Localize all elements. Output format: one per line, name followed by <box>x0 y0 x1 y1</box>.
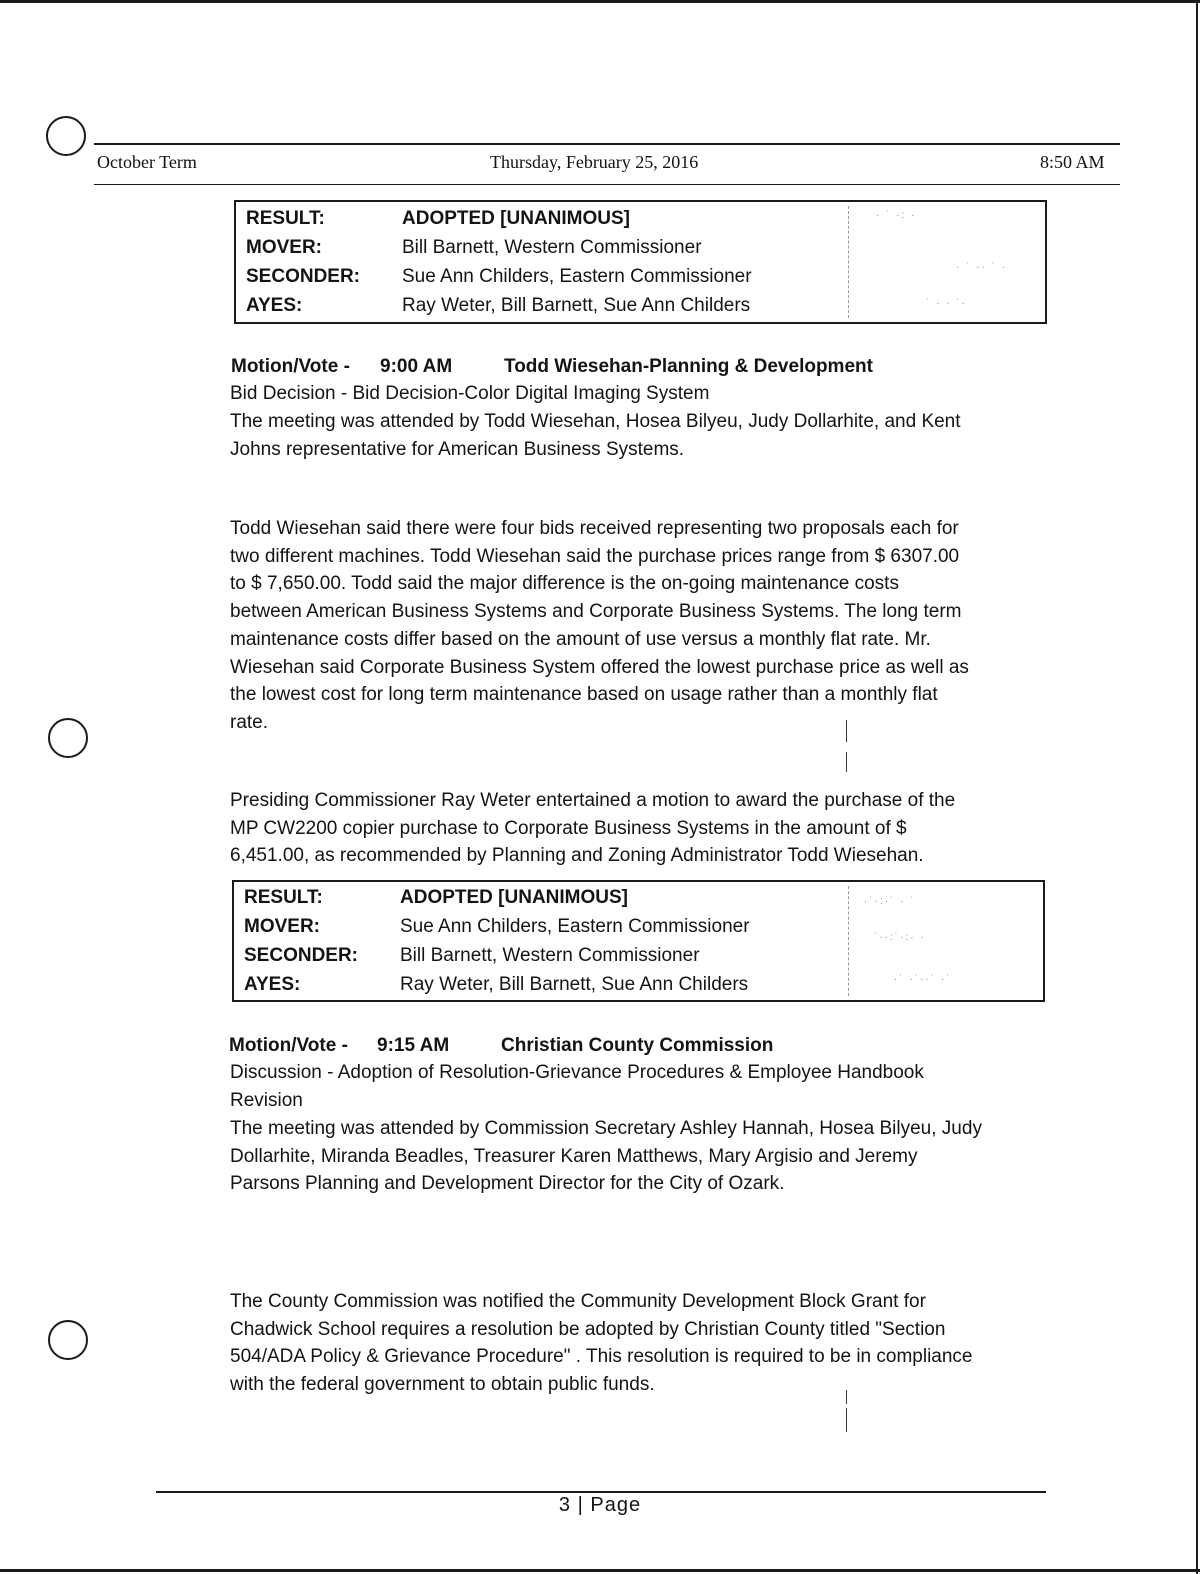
vote-box-divider <box>848 206 849 318</box>
margin-mark <box>846 1390 847 1404</box>
margin-mark <box>846 752 847 772</box>
paragraph-line: Todd Wiesehan said there were four bids received representing two proposals each for <box>230 518 959 539</box>
vote-label: MOVER: <box>246 237 322 258</box>
header-term: October Term <box>97 152 197 172</box>
paragraph-line: Presiding Commissioner Ray Weter entertained a motion to award the purchase of the <box>230 790 956 811</box>
motion-1-time: 9:00 AM <box>380 356 453 377</box>
vote-label: AYES: <box>244 974 301 995</box>
motion-1-paragraph-2 <box>230 787 1050 870</box>
motion-1-subject: Bid Decision - Bid Decision-Color Digital Imaging System <box>230 383 710 404</box>
motion-2-subject-line-2: Revision <box>230 1090 303 1111</box>
scan-noise: ˙ · · ˙· <box>926 298 967 309</box>
vote-label: MOVER: <box>244 916 320 937</box>
motion-1-attendance-line-1: The meeting was attended by Todd Wiesehan, Hosea Bilyeu, Judy Dollarhite, and Kent <box>230 411 961 432</box>
paragraph-line: Chadwick School requires a resolution be adopted by Christian County titled "Section <box>230 1318 946 1340</box>
vote-label: AYES: <box>246 295 303 316</box>
scan-bottom-edge <box>0 1569 1200 1572</box>
paragraph-line: Wiesehan said Corporate Business System offered the lowest purchase price as well as <box>230 656 969 678</box>
header-date: Thursday, February 25, 2016 <box>490 152 699 172</box>
vote-value: Ray Weter, Bill Barnett, Sue Ann Childers <box>402 295 751 316</box>
paragraph-line: 6,451.00, as recommended by Planning and Zoning Administrator Todd Wiesehan. <box>230 845 924 867</box>
scan-right-edge <box>1196 0 1198 1574</box>
punch-hole-bottom <box>48 1320 88 1360</box>
vote-label: RESULT: <box>244 887 323 908</box>
margin-mark <box>846 720 847 742</box>
paragraph-line: to $ 7,650.00. Todd said the major difference is the on-going maintenance costs <box>230 573 899 595</box>
vote-label: SECONDER: <box>244 945 359 966</box>
motion-2-paragraph-1 <box>230 1288 1050 1399</box>
paragraph-line: Dollarhite, Miranda Beadles, Treasurer Karen Matthews, Mary Argisio and Jeremy <box>230 1145 918 1167</box>
page-number: 3 | Page <box>558 1494 642 1516</box>
motion-2-prefix: Motion/Vote - <box>229 1035 348 1056</box>
scan-noise: ˙··:˙·:· · <box>874 932 926 943</box>
header-rule <box>94 143 1120 145</box>
vote-result-box-1 <box>234 200 1047 324</box>
header-time: 8:50 AM <box>1040 152 1105 172</box>
vote-box-divider <box>848 886 849 996</box>
margin-mark <box>846 1408 847 1432</box>
header-bottom-rule <box>94 184 1120 185</box>
motion-1-attendance-line-2: Johns representative for American Business Systems. <box>230 439 685 460</box>
punch-hole-middle <box>48 718 88 758</box>
paragraph-line: Parsons Planning and Development Director for the City of Ozark. <box>230 1173 785 1195</box>
vote-value: Sue Ann Childers, Eastern Commissioner <box>400 916 750 937</box>
vote-value: Bill Barnett, Western Commissioner <box>402 237 702 258</box>
paragraph-line: between American Business Systems and Corporate Business Systems. The long term <box>230 601 962 623</box>
scan-noise: ·˙ ·˙··˙ ·˙ <box>894 974 952 985</box>
vote-label: RESULT: <box>246 208 325 229</box>
motion-1-paragraph-1 <box>230 515 1050 737</box>
motion-2-presenter: Christian County Commission <box>501 1035 774 1056</box>
paragraph-line: two different machines. Todd Wiesehan said the purchase prices range from $ 6307.00 <box>230 545 960 567</box>
paragraph-line: 504/ADA Policy & Grievance Procedure" . This resolution is required to be in compliance <box>230 1346 973 1368</box>
punch-hole-top <box>46 116 86 156</box>
vote-value: ADOPTED [UNANIMOUS] <box>402 208 630 229</box>
motion-2-attendance <box>230 1115 1050 1198</box>
vote-value: Sue Ann Childers, Eastern Commissioner <box>402 266 752 287</box>
motion-2-subject-line-1: Discussion - Adoption of Resolution-Grievance Procedures & Employee Handbook <box>230 1062 924 1083</box>
vote-label: SECONDER: <box>246 266 361 287</box>
paragraph-line: The County Commission was notified the Community Development Block Grant for <box>230 1291 926 1312</box>
paragraph-line: rate. <box>230 711 269 733</box>
paragraph-line: MP CW2200 copier purchase to Corporate Business Systems in the amount of $ <box>230 817 907 839</box>
vote-value: Ray Weter, Bill Barnett, Sue Ann Childers <box>400 974 749 995</box>
motion-1-presenter: Todd Wiesehan-Planning & Development <box>504 356 873 377</box>
vote-value: ADOPTED [UNANIMOUS] <box>400 887 628 908</box>
motion-2-time: 9:15 AM <box>377 1035 450 1056</box>
vote-result-box-2 <box>232 880 1045 1002</box>
motion-1-prefix: Motion/Vote - <box>231 356 350 377</box>
scan-top-edge <box>0 0 1200 3</box>
scan-noise: · ˙ ·· ˙ · <box>956 262 1008 273</box>
paragraph-line: maintenance costs differ based on the amount of use versus a monthly flat rate. Mr. <box>230 628 931 650</box>
vote-value: Bill Barnett, Western Commissioner <box>400 945 700 966</box>
scan-noise: ·˙·:·˙ · ˙ <box>864 896 916 907</box>
scan-noise: · ˙ ·: · <box>876 210 917 221</box>
paragraph-line: the lowest cost for long term maintenance based on usage rather than a monthly flat <box>230 684 938 706</box>
paragraph-line: The meeting was attended by Commission Secretary Ashley Hannah, Hosea Bilyeu, Judy <box>230 1118 982 1139</box>
paragraph-line: with the federal government to obtain public funds. <box>230 1374 655 1396</box>
footer-rule <box>156 1491 1046 1493</box>
